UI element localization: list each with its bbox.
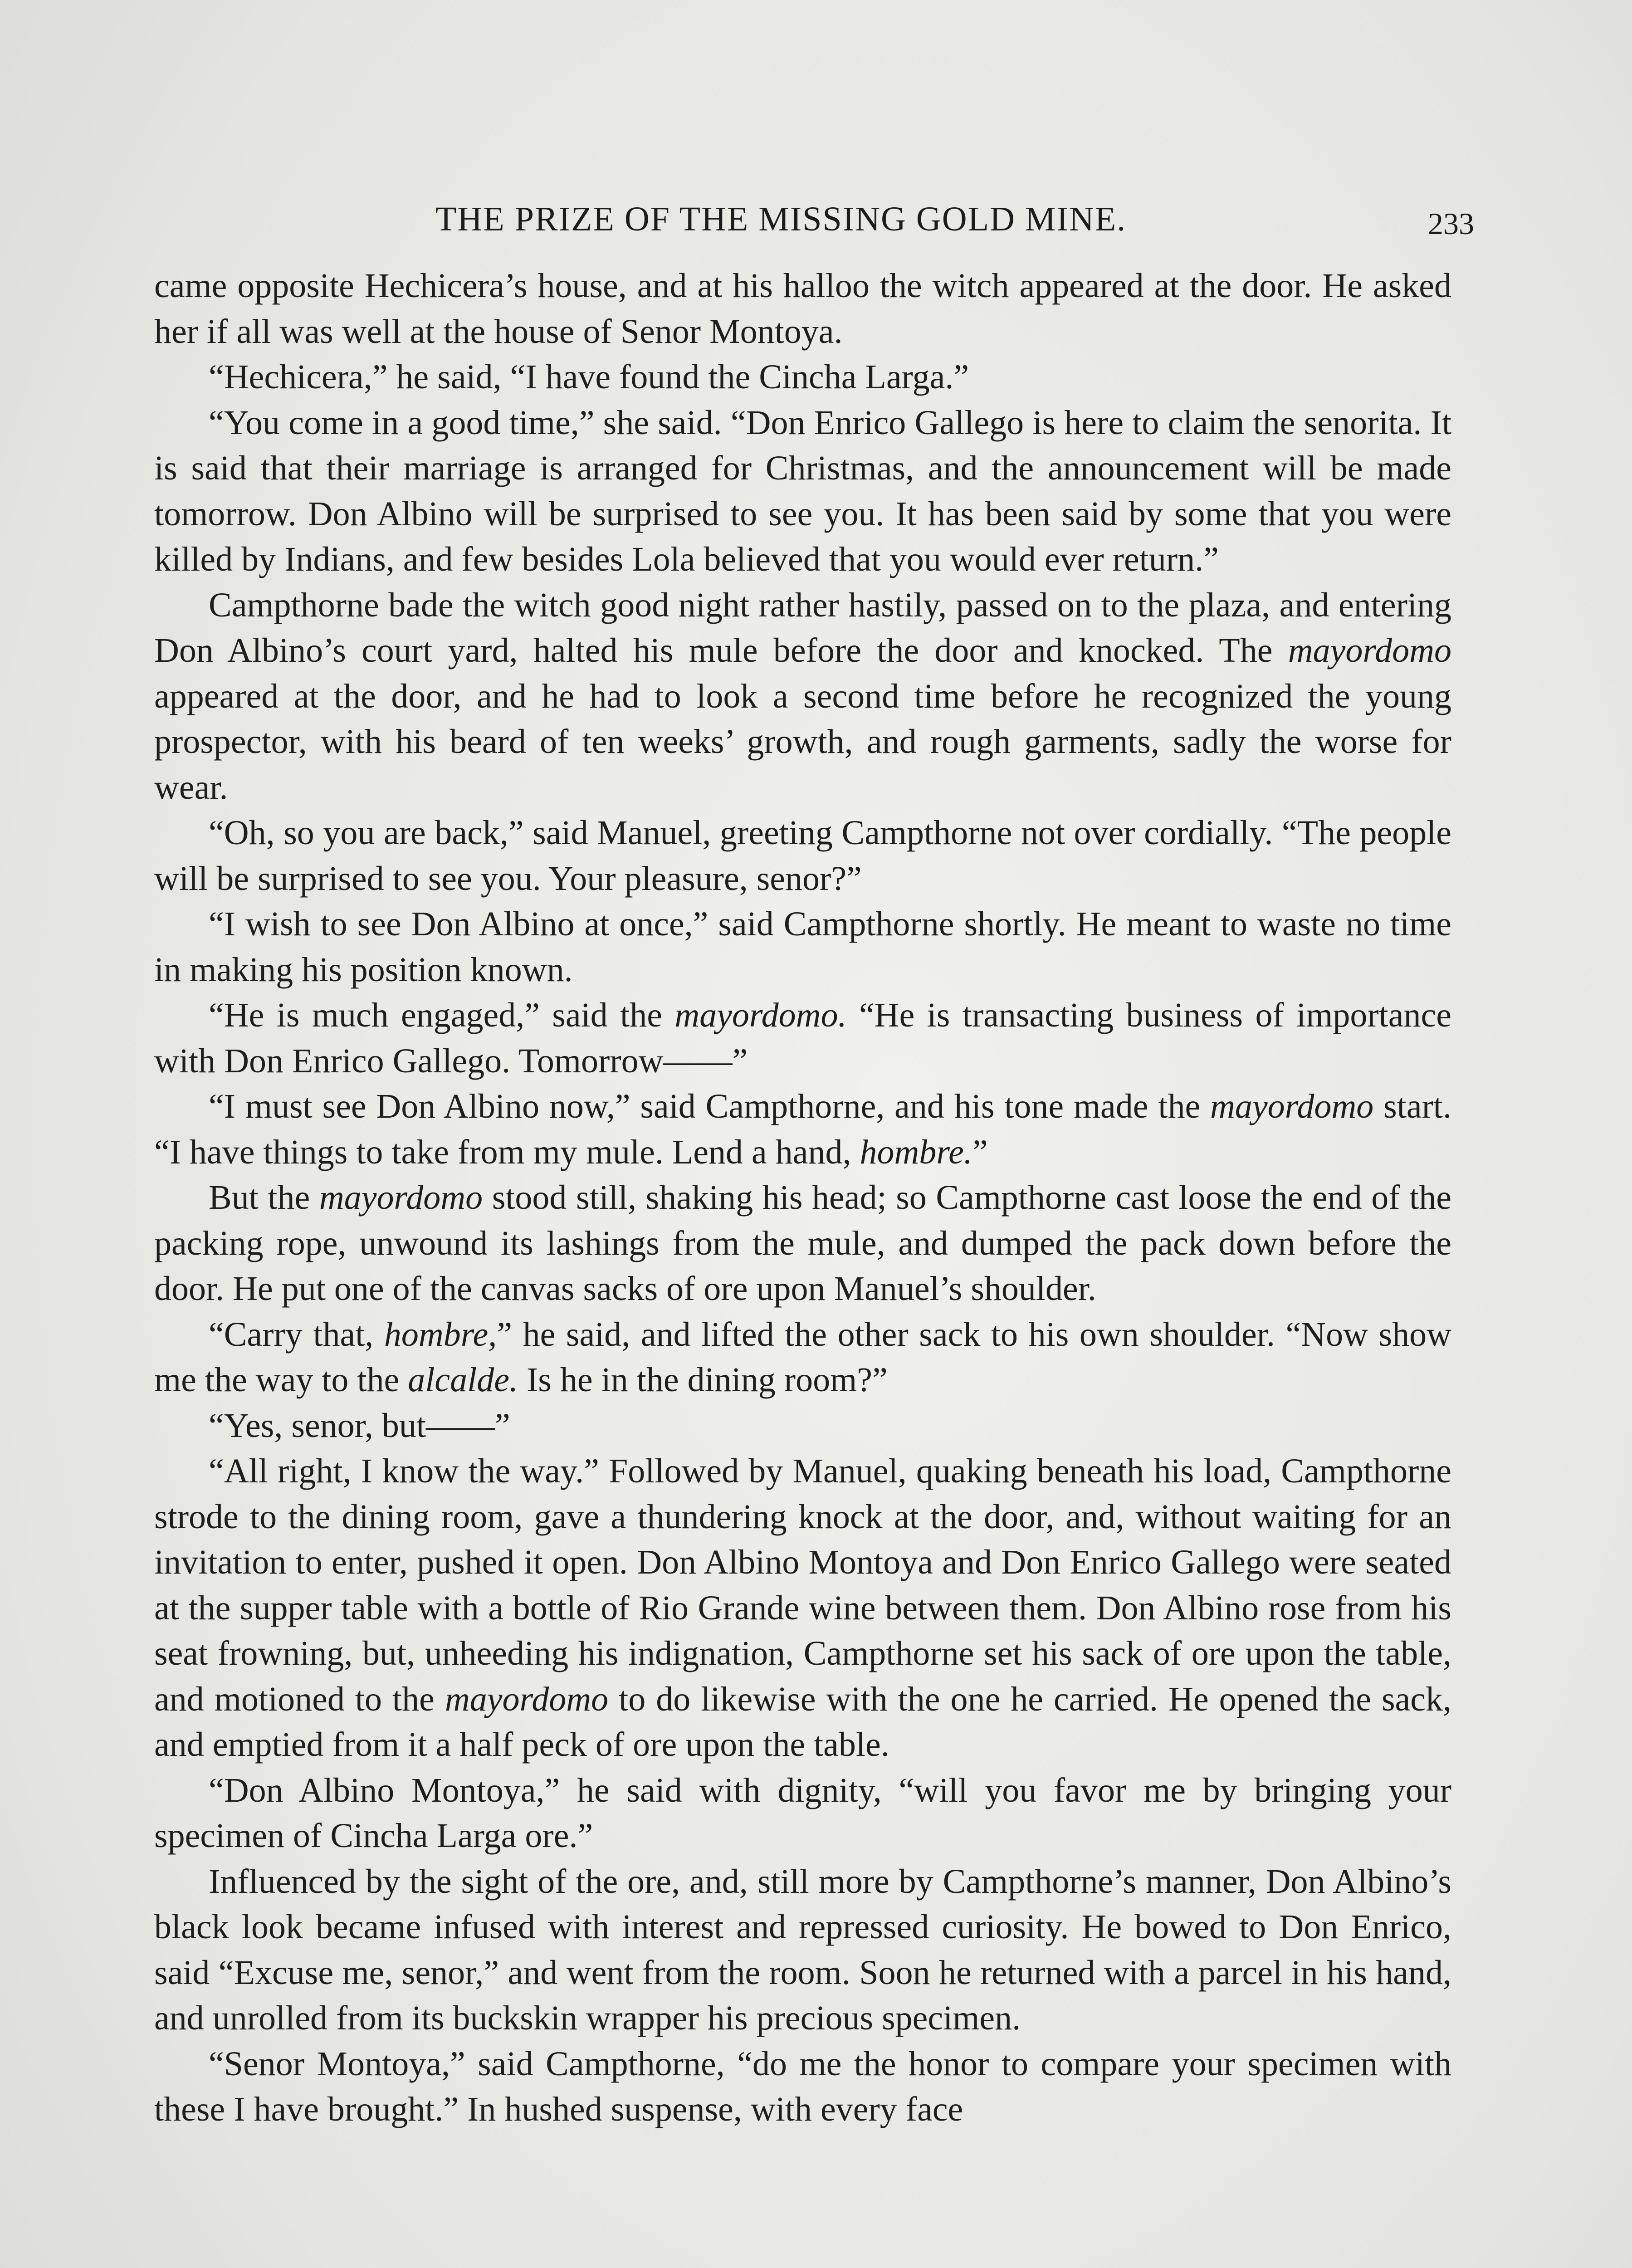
text-run: “He is transacting business of importance with Don Enrico Gallego. Tomorrow——” <box>154 996 1451 1080</box>
paragraph <box>154 992 1451 1084</box>
text-run: Campthorne bade the witch good night rather hastily, passed on to the plaza, and entering Don Albino’s court yard, halted his mule before the door and knocked. The <box>154 586 1451 670</box>
paragraph <box>154 2041 1451 2132</box>
text-run: appeared at the door, and he had to look a second time before he recognized the young prospector, with his beard of ten weeks’ growth, and rough garments, sadly the worse for wear. <box>154 677 1451 807</box>
paragraph <box>154 1859 1451 2041</box>
italic-text: mayordomo <box>1288 631 1451 670</box>
paragraph <box>154 400 1451 582</box>
paragraph <box>154 263 1451 354</box>
text-run: “Hechicera,” he said, “I have found the Cincha Larga.” <box>209 358 969 396</box>
text-run: “Carry that, <box>209 1315 384 1354</box>
text-run: “All right, I know the way.” Followed by Manuel, quaking beneath his load, Campthorne strode to the dining room, gave a thundering knock at the door, and, without waiting for an invitation to enter, pushed it open. Don Albino Montoya and Don Enrico Gallego were seated at the supper table with a bottle of Rio Grande wine between them. Don Albino rose from his seat frowning, but, unheeding his indignation, Campthorne set his sack of ore upon the table, and motioned to the <box>154 1452 1451 1718</box>
text-run: “Oh, so you are back,” said Manuel, greeting Campthorne not over cordially. “The people will be surprised to see you. Your pleasure, senor?” <box>154 814 1451 898</box>
paragraph <box>154 1403 1451 1449</box>
text-run: “He is much engaged,” said the <box>209 996 675 1034</box>
text-run: “Yes, senor, but——” <box>209 1406 510 1445</box>
paragraph <box>154 1312 1451 1403</box>
text-run: ” <box>972 1133 988 1171</box>
paragraph <box>154 1084 1451 1175</box>
text-run: “I must see Don Albino now,” said Campthorne, and his tone made the <box>209 1087 1211 1125</box>
page-number: 233 <box>1428 206 1474 241</box>
paragraph <box>154 354 1451 400</box>
text-run: “I wish to see Don Albino at once,” said Campthorne shortly. He meant to waste no time in making his position known. <box>154 905 1451 989</box>
text-run: start. “I have things to take from my mule. Lend a hand, <box>154 1087 1451 1171</box>
page-header <box>163 200 1474 249</box>
paragraph <box>154 810 1451 901</box>
italic-text: mayordomo <box>445 1680 609 1718</box>
paragraph <box>154 582 1451 811</box>
paragraph <box>154 1448 1451 1768</box>
italic-text: mayordomo <box>319 1178 483 1217</box>
italic-text: mayordomo <box>1210 1087 1374 1125</box>
text-run: stood still, shaking his head; so Campthorne cast loose the end of the packing rope, unwound its lashings from the mule, and dumped the pack down before the door. He put one of the canvas sacks of ore upon Manuel’s shoulder. <box>154 1178 1452 1308</box>
paragraph <box>154 1768 1451 1859</box>
text-run: “Don Albino Montoya,” he said with dignity, “will you favor me by bringing your specimen of Cincha Larga ore.” <box>154 1771 1451 1855</box>
italic-text: mayordomo. <box>674 996 847 1034</box>
text-run: to do likewise with the one he carried. He opened the sack, and emptied from it a half peck of ore upon the table. <box>154 1680 1451 1764</box>
running-title: THE PRIZE OF THE MISSING GOLD MINE. <box>435 200 1127 238</box>
paragraph <box>154 901 1451 992</box>
text-run: Influenced by the sight of the ore, and, still more by Campthorne’s manner, Don Albino’s black look became infused with interest and repressed curiosity. He bowed to Don Enrico, said “Excuse me, senor,” and went from the room. Soon he returned with a parcel in his hand, and unrolled from its buckskin wrapper his precious specimen. <box>154 1862 1451 2037</box>
story-text <box>154 263 1451 2132</box>
text-run: But the <box>209 1178 319 1217</box>
text-run: came opposite Hechicera’s house, and at his halloo the witch appeared at the door. He asked her if all was well at the house of Senor Montoya. <box>154 267 1451 351</box>
paragraph <box>154 1175 1451 1312</box>
text-run: “Senor Montoya,” said Campthorne, “do me the honor to compare your specimen with these I have brought.” In hushed suspense, with every face <box>154 2044 1451 2128</box>
text-run: ” he said, and lifted the other sack to his own shoulder. “Now show me the way to the <box>154 1315 1451 1399</box>
text-run: “You come in a good time,” she said. “Don Enrico Gallego is here to claim the senorita. It is said that their marriage is arranged for Christmas, and the announcement will be made tomorrow. Don Albino will be surprised to see you. It has been said by some that you were killed by Indians, and few besides Lola believed that you would ever return.” <box>154 403 1451 578</box>
italic-text: alcalde. <box>408 1361 518 1399</box>
italic-text: hombre. <box>860 1133 972 1171</box>
text-run: Is he in the dining room?” <box>518 1361 888 1399</box>
italic-text: hombre, <box>384 1315 497 1354</box>
